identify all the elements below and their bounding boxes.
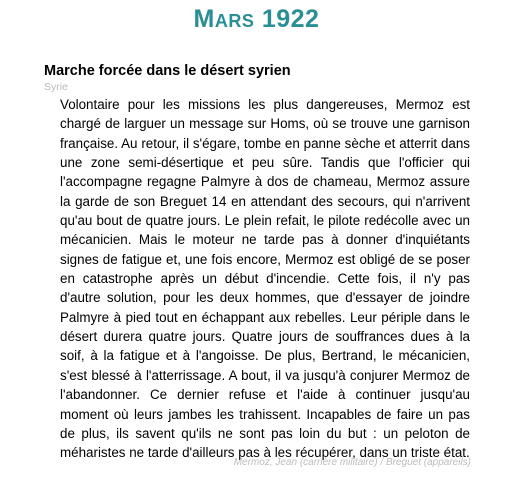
event-body-text: Volontaire pour les missions les plus dangereuses, Mermoz est chargé de larguer un message sur Homs, où se trouve une garnison française. Au retour, il s'égare, tombe en panne sèche et atterrit dans une zone semi-désertique et peu sûre. Tandis que l'officier qui l'accompagne regagne Palmyre à dos de chameau, Mermoz assure la garde de son Breguet 14 en attendant des secours, qui n'arrivent qu'au bout de quatre jours. Le plein refait, le pilote redécolle avec un mécanicien. Mais le moteur ne tarde pas à donner d'inquiétants signes de fatigue et, une fois encore, Mermoz est obligé de se poser en catastrophe après un début d'incendie. Cette fois, il n'y pas d'autre solution, pour les deux hommes, que d'essayer de joindre Palmyre à pied tout en échappant aux rebelles. Leur périple dans le désert durera quatre jours. Quatre jours de souffrances dues à la soif, à la fatigue et à l'angoisse. De plus, Bertrand, le mécanicien, s'est blessé à l'atterrissage. A bout, il va jusqu'à conjurer Mermoz de l'abandonner. Ce dernier refuse et l'aide à continuer jusqu'au moment où leurs jambes les trahissent. Incapables de faire un pas de plus, ils savent qu'ils ne sont pas loin du but : un peloton de méharistes ne tarde d'ailleurs pas à les récupérer, dans un triste état. — [60, 97, 470, 461]
month-title: Mars 1922 — [193, 5, 320, 33]
event-credits: Mermoz, Jean (carrière militaire) / Breguet (appareils) — [233, 457, 471, 468]
event-location: Syrie — [44, 81, 68, 93]
event-title: Marche forcée dans le désert syrien — [44, 63, 291, 79]
